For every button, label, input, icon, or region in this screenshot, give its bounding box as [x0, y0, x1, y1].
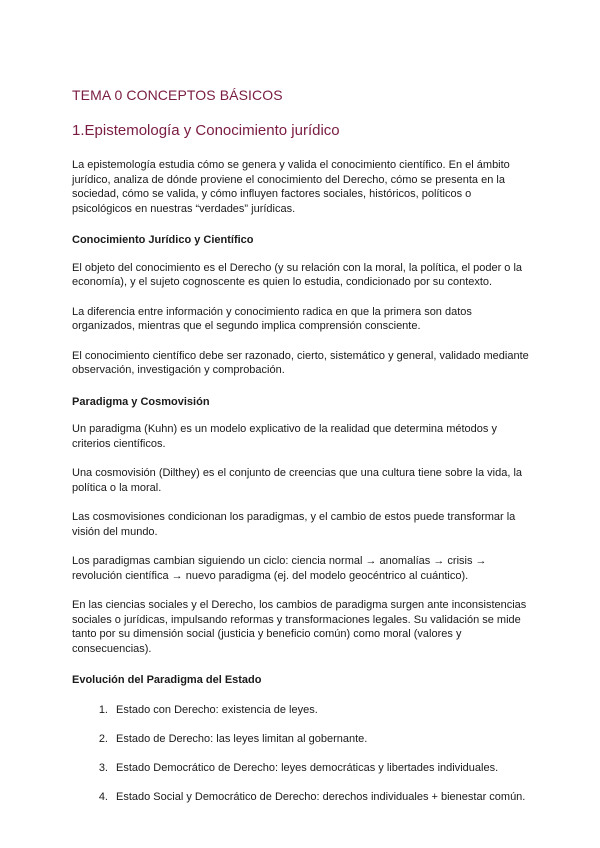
list-item-text: Estado con Derecho: existencia de leyes. [116, 703, 318, 716]
list-item [72, 761, 534, 776]
list-item [72, 790, 534, 805]
list-item-text: Estado Democrático de Derecho: leyes democráticas y libertades individuales. [116, 761, 499, 774]
paragraph: El objeto del conocimiento es el Derecho (y su relación con la moral, la política, el poder o la economía), y el sujeto cognoscente es quien lo estudia, condicionado por su contexto. [72, 261, 523, 288]
paragraph: Los paradigmas cambian siguiendo un ciclo: ciencia normal → anomalías → crisis → revolución científica → nuevo paradigma (ej. del modelo geocéntrico al cuántico). [72, 555, 487, 582]
list-item-number: 1. [98, 703, 108, 716]
intro-paragraph: La epistemología estudia cómo se genera y valida el conocimiento científico. En el ámbito jurídico, analiza de dónde proviene el conocimiento del Derecho, cómo se presenta en la sociedad, cómo se valida, y cómo influyen factores sociales, históricos, políticos o psicológicos en nuestras “verdades” jurídicas. [72, 159, 510, 215]
list-item-number: 3. [98, 761, 108, 774]
subheading-evolucion: Evolución del Paradigma del Estado [72, 674, 262, 686]
section-heading: 1.Epistemología y Conocimiento jurídico [72, 122, 340, 139]
subheading-paradigma: Paradigma y Cosmovisión [72, 395, 210, 408]
subheading-conocimiento: Conocimiento Jurídico y Científico [72, 234, 254, 246]
list-item [72, 703, 534, 718]
paragraph: Las cosmovisiones condicionan los paradigmas, y el cambio de estos puede transformar la visión del mundo. [72, 511, 516, 538]
paragraph: Una cosmovisión (Dilthey) es el conjunto de creencias que una cultura tiene sobre la vida, la política o la moral. [72, 467, 523, 494]
document-title: TEMA 0 CONCEPTOS BÁSICOS [72, 87, 283, 103]
list-item [72, 732, 534, 747]
paragraph: Un paradigma (Kuhn) es un modelo explicativo de la realidad que determina métodos y criterios científicos. [72, 423, 497, 450]
list-item-text: Estado Social y Democrático de Derecho: derechos individuales + bienestar común. [116, 790, 526, 803]
paragraph: En las ciencias sociales y el Derecho, los cambios de paradigma surgen ante inconsistencias sociales o jurídicas, impulsando reformas y transformaciones legales. Su validación se mide tanto por su dimensión social (justicia y beneficio común) como moral (valores y consecuencias). [72, 599, 527, 655]
paragraph: El conocimiento científico debe ser razonado, cierto, sistemático y general, validado mediante observación, investigación y comprobación. [72, 349, 529, 376]
list-item-number: 4. [98, 790, 108, 803]
document-content [72, 86, 534, 804]
paragraph: La diferencia entre información y conocimiento radica en que la primera son datos organizados, mientras que el segundo implica comprensión consciente. [72, 305, 472, 332]
numbered-list [72, 703, 534, 805]
list-item-text: Estado de Derecho: las leyes limitan al gobernante. [116, 732, 368, 745]
list-item-number: 2. [98, 732, 108, 745]
